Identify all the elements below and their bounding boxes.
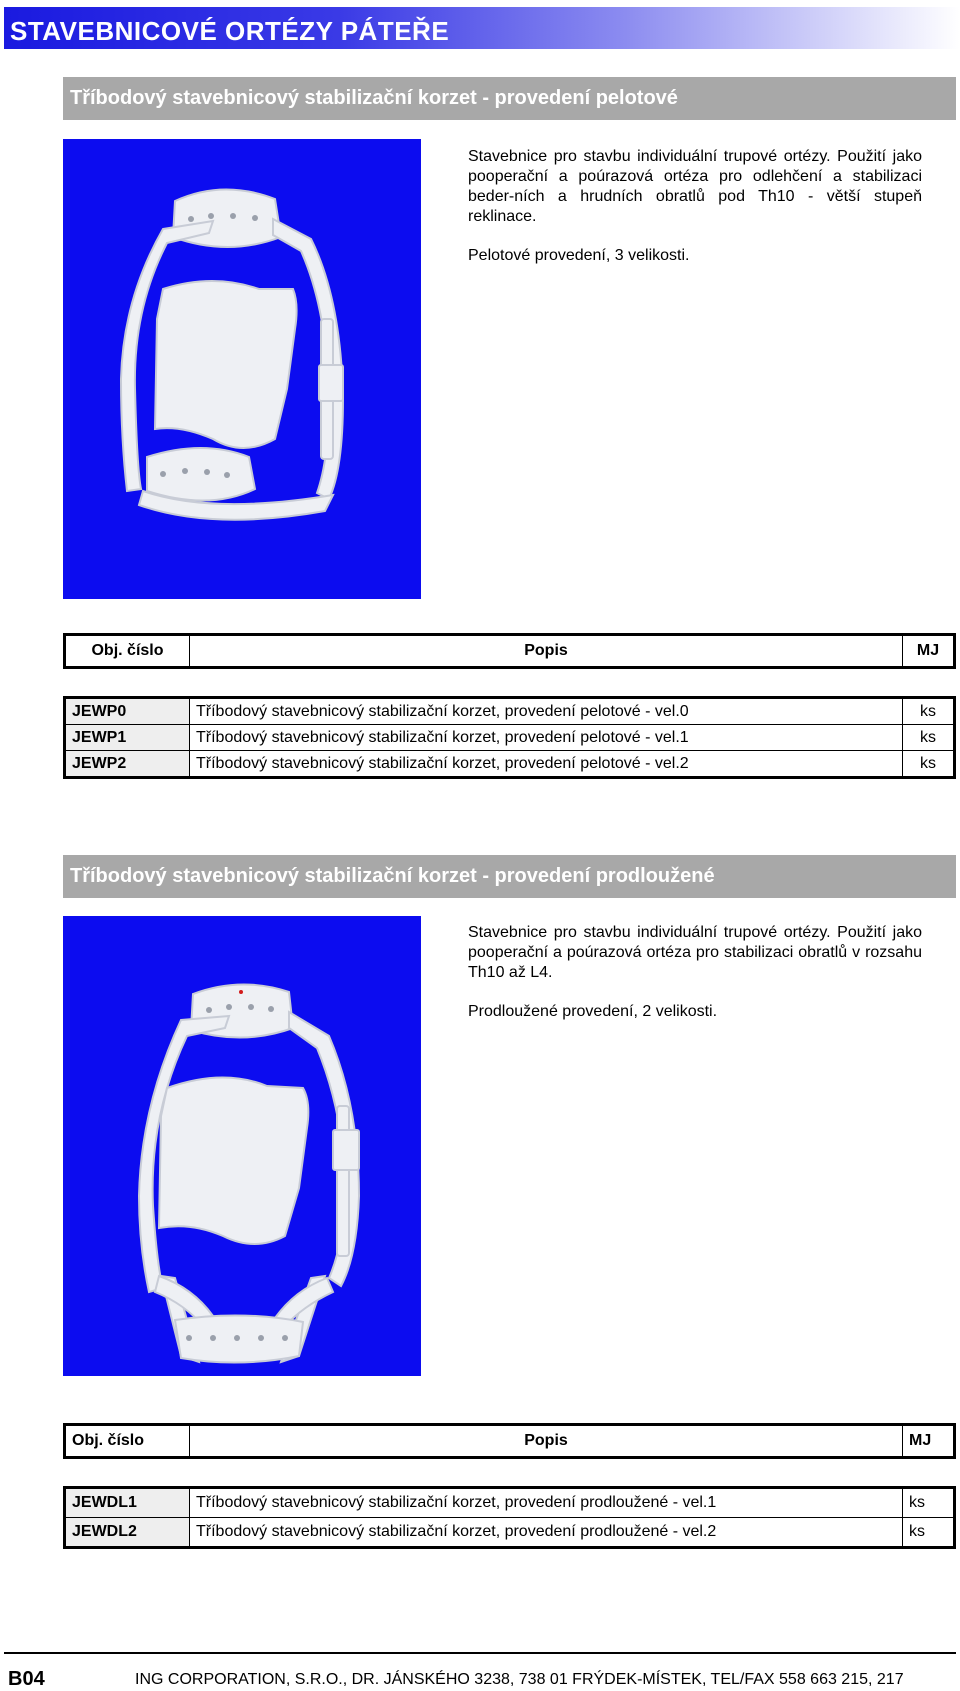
row-unit: ks (903, 725, 955, 751)
row-description: Tříbodový stavebnicový stabilizační korzet, provedení pelotové - vel.2 (190, 751, 903, 778)
row-description: Tříbodový stavebnicový stabilizační korzet, provedení prodloužené - vel.1 (190, 1488, 903, 1518)
section-title-bar (63, 77, 956, 120)
row-unit: ks (903, 1488, 955, 1518)
table-row (65, 1518, 955, 1548)
row-description: Tříbodový stavebnicový stabilizační korzet, provedení pelotové - vel.0 (190, 698, 903, 725)
product-description (468, 147, 922, 266)
row-code: JEWDL2 (65, 1518, 190, 1548)
header-code: Obj. číslo (65, 1425, 190, 1458)
variant-text: Prodloužené provedení, 2 velikosti. (468, 1003, 718, 1020)
product-photo-prodlouzene (63, 916, 421, 1376)
table-row (65, 698, 955, 725)
row-description: Tříbodový stavebnicový stabilizační korzet, provedení pelotové - vel.1 (190, 725, 903, 751)
order-table (63, 1486, 956, 1549)
order-table (63, 696, 956, 779)
description-text: Stavebnice pro stavbu individuální trupové ortézy. Použití jako pooperační a poúrazová ortéza pro odlehčení a stabilizaci beder-ních a hrudních obratlů pod Th10 - větší stupeň reklinace. (468, 148, 922, 225)
header-code: Obj. číslo (65, 635, 190, 668)
table-row (65, 751, 955, 778)
table-row (65, 1488, 955, 1518)
variant-text: Pelotové provedení, 3 velikosti. (468, 247, 690, 264)
page-header (4, 7, 960, 49)
section-title-bar (63, 855, 956, 898)
orthosis-illustration (63, 916, 421, 1376)
description-text: Stavebnice pro stavbu individuální trupové ortézy. Použití jako pooperační a poúrazová ortéza pro stabilizaci obratlů v rozsahu Th10 až L4. (468, 924, 922, 981)
section-title: Tříbodový stavebnicový stabilizační korzet - provedení prodloužené (70, 865, 715, 887)
row-code: JEWP0 (65, 698, 190, 725)
row-unit: ks (903, 1518, 955, 1548)
footer-address: ING CORPORATION, S.R.O., DR. JÁNSKÉHO 3238, 738 01 FRÝDEK-MÍSTEK, TEL/FAX 558 663 215, 217 (135, 1671, 904, 1688)
row-unit: ks (903, 698, 955, 725)
row-code: JEWDL1 (65, 1488, 190, 1518)
section-title: Tříbodový stavebnicový stabilizační korzet - provedení pelotové (70, 87, 678, 109)
footer-divider (4, 1652, 956, 1654)
header-unit: MJ (903, 1425, 955, 1458)
product-photo-pelotove (63, 139, 421, 599)
table-row (65, 725, 955, 751)
order-table-header (63, 633, 956, 669)
row-code: JEWP2 (65, 751, 190, 778)
header-description: Popis (190, 1425, 903, 1458)
row-description: Tříbodový stavebnicový stabilizační korzet, provedení prodloužené - vel.2 (190, 1518, 903, 1548)
order-table-header (63, 1423, 956, 1459)
page-code: B04 (8, 1668, 45, 1690)
orthosis-illustration (63, 139, 421, 599)
header-unit: MJ (903, 635, 955, 668)
row-unit: ks (903, 751, 955, 778)
product-description (468, 923, 922, 1022)
row-code: JEWP1 (65, 725, 190, 751)
header-description: Popis (190, 635, 903, 668)
page-title: STAVEBNICOVÉ ORTÉZY PÁTEŘE (10, 16, 450, 46)
